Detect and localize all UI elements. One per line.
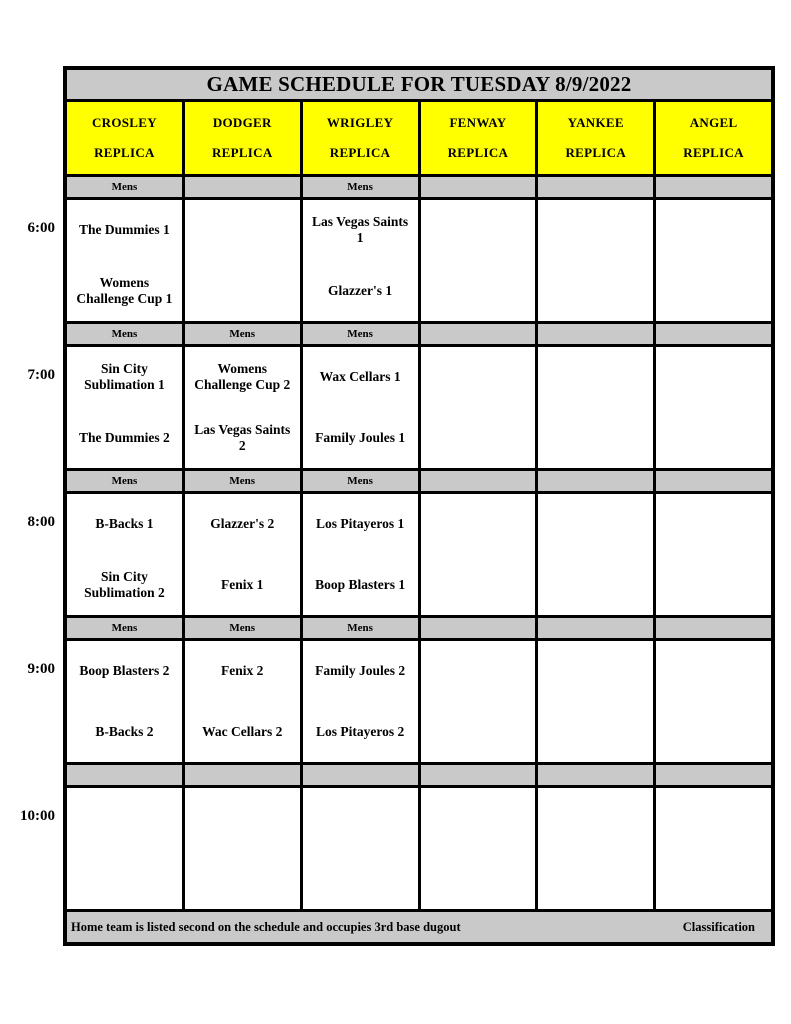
home-team bbox=[656, 849, 771, 910]
time-label: 9:00 bbox=[27, 661, 55, 677]
game-cell bbox=[421, 347, 536, 468]
schedule-table bbox=[63, 66, 775, 946]
game-cell bbox=[303, 788, 418, 909]
home-team: Boop Blasters 1 bbox=[315, 576, 406, 592]
away-team bbox=[538, 200, 653, 261]
division-strip bbox=[656, 471, 771, 491]
home-team bbox=[538, 702, 653, 763]
home-team: Glazzer's 1 bbox=[328, 282, 393, 298]
field-header-crosley bbox=[67, 102, 182, 174]
footer-bar bbox=[67, 912, 771, 942]
time-gutter bbox=[0, 66, 63, 946]
footer-note: Home team is listed second on the schedule and occupies 3rd base dugout bbox=[71, 919, 461, 934]
home-team bbox=[538, 555, 653, 616]
away-team: Glazzer's 2 bbox=[210, 516, 275, 532]
away-team bbox=[421, 641, 536, 702]
home-team bbox=[67, 849, 182, 910]
away-team: Wax Cellars 1 bbox=[319, 369, 401, 385]
division-strip bbox=[303, 765, 418, 785]
home-team: Womens Challenge Cup 1 bbox=[76, 274, 173, 306]
field-sub: REPLICA bbox=[94, 145, 155, 160]
division-strip: Mens bbox=[185, 471, 300, 491]
division-strip bbox=[185, 765, 300, 785]
home-team bbox=[421, 261, 536, 322]
away-team bbox=[421, 494, 536, 555]
game-cell bbox=[656, 788, 771, 909]
field-name: DODGER bbox=[212, 115, 272, 130]
game-cell bbox=[538, 200, 653, 321]
division-strip: Mens bbox=[67, 324, 182, 344]
division-strip bbox=[421, 471, 536, 491]
time-label: 7:00 bbox=[27, 367, 55, 383]
field-name: ANGEL bbox=[689, 115, 738, 130]
division-strip bbox=[421, 618, 536, 638]
home-team: Las Vegas Saints 2 bbox=[194, 421, 291, 453]
division-strip bbox=[67, 765, 182, 785]
game-cell bbox=[185, 641, 300, 762]
away-team bbox=[538, 347, 653, 408]
home-team bbox=[538, 408, 653, 469]
division-strip: Mens bbox=[303, 177, 418, 197]
field-header-yankee bbox=[538, 102, 653, 174]
game-cell bbox=[67, 494, 182, 615]
field-header-dodger bbox=[185, 102, 300, 174]
home-team: Sin City Sublimation 2 bbox=[84, 568, 165, 600]
game-cell bbox=[538, 347, 653, 468]
game-cell bbox=[185, 200, 300, 321]
away-team bbox=[303, 788, 418, 849]
home-team bbox=[303, 849, 418, 910]
away-team bbox=[656, 641, 771, 702]
field-name: YANKEE bbox=[567, 115, 624, 130]
division-strip: Mens bbox=[67, 618, 182, 638]
time-label: 8:00 bbox=[27, 514, 55, 530]
away-team: Las Vegas Saints 1 bbox=[312, 214, 409, 246]
division-strip bbox=[421, 177, 536, 197]
division-strip bbox=[656, 618, 771, 638]
classification-label: Classification bbox=[682, 919, 755, 934]
field-name: FENWAY bbox=[449, 115, 507, 130]
division-strip bbox=[185, 177, 300, 197]
home-team: Family Joules 1 bbox=[315, 429, 406, 445]
away-team: Los Pitayeros 1 bbox=[315, 516, 405, 532]
field-sub: REPLICA bbox=[683, 145, 744, 160]
field-sub: REPLICA bbox=[329, 145, 391, 160]
away-team bbox=[656, 788, 771, 849]
game-cell bbox=[538, 788, 653, 909]
division-strip bbox=[656, 324, 771, 344]
game-cell bbox=[538, 641, 653, 762]
home-team bbox=[421, 555, 536, 616]
away-team: B-Backs 1 bbox=[95, 516, 154, 532]
away-team bbox=[656, 347, 771, 408]
game-cell bbox=[656, 347, 771, 468]
division-strip bbox=[538, 177, 653, 197]
division-strip bbox=[421, 765, 536, 785]
away-team bbox=[538, 641, 653, 702]
home-team: B-Backs 2 bbox=[95, 723, 154, 739]
away-team: Fenix 2 bbox=[221, 663, 264, 679]
division-strip: Mens bbox=[303, 324, 418, 344]
away-team bbox=[538, 788, 653, 849]
home-team bbox=[538, 261, 653, 322]
home-team bbox=[185, 261, 300, 322]
field-header-angel bbox=[656, 102, 771, 174]
game-cell bbox=[185, 347, 300, 468]
home-team bbox=[656, 702, 771, 763]
division-strip: Mens bbox=[303, 471, 418, 491]
home-team: Fenix 1 bbox=[221, 576, 264, 592]
field-header-fenway bbox=[421, 102, 536, 174]
game-cell bbox=[656, 641, 771, 762]
game-cell bbox=[185, 788, 300, 909]
division-strip: Mens bbox=[303, 618, 418, 638]
field-name: WRIGLEY bbox=[326, 115, 394, 130]
away-team: The Dummies 1 bbox=[79, 222, 170, 238]
division-strip: Mens bbox=[185, 618, 300, 638]
division-strip bbox=[538, 618, 653, 638]
away-team bbox=[656, 494, 771, 555]
away-team bbox=[67, 788, 182, 849]
page-title: GAME SCHEDULE FOR TUESDAY 8/9/2022 bbox=[67, 70, 771, 99]
game-cell bbox=[421, 494, 536, 615]
away-team bbox=[421, 347, 536, 408]
game-cell bbox=[303, 200, 418, 321]
home-team: The Dummies 2 bbox=[79, 429, 170, 445]
division-strip bbox=[538, 765, 653, 785]
away-team bbox=[421, 200, 536, 261]
away-team: Womens Challenge Cup 2 bbox=[194, 361, 291, 393]
field-header-wrigley bbox=[303, 102, 418, 174]
game-cell bbox=[538, 494, 653, 615]
game-cell bbox=[303, 494, 418, 615]
home-team: Los Pitayeros 2 bbox=[315, 723, 405, 739]
division-strip bbox=[421, 324, 536, 344]
away-team bbox=[185, 788, 300, 849]
game-cell bbox=[67, 347, 182, 468]
time-label: 6:00 bbox=[27, 220, 55, 236]
game-cell bbox=[67, 200, 182, 321]
home-team bbox=[421, 702, 536, 763]
game-cell bbox=[421, 788, 536, 909]
game-cell bbox=[185, 494, 300, 615]
away-team bbox=[421, 788, 536, 849]
game-cell bbox=[421, 641, 536, 762]
division-strip bbox=[656, 765, 771, 785]
home-team: Wac Cellars 2 bbox=[202, 723, 283, 739]
away-team bbox=[185, 200, 300, 261]
away-team bbox=[656, 200, 771, 261]
division-strip: Mens bbox=[185, 324, 300, 344]
home-team bbox=[185, 849, 300, 910]
division-strip bbox=[656, 177, 771, 197]
game-cell bbox=[67, 641, 182, 762]
division-strip: Mens bbox=[67, 177, 182, 197]
game-cell bbox=[656, 200, 771, 321]
game-cell bbox=[303, 347, 418, 468]
away-team: Boop Blasters 2 bbox=[79, 663, 170, 679]
field-sub: REPLICA bbox=[565, 145, 627, 160]
home-team bbox=[421, 849, 536, 910]
game-cell bbox=[67, 788, 182, 909]
division-strip bbox=[538, 471, 653, 491]
game-cell bbox=[656, 494, 771, 615]
home-team bbox=[656, 408, 771, 469]
home-team bbox=[421, 408, 536, 469]
division-strip bbox=[538, 324, 653, 344]
field-name: CROSLEY bbox=[91, 115, 157, 130]
home-team bbox=[656, 555, 771, 616]
home-team bbox=[538, 849, 653, 910]
field-sub: REPLICA bbox=[211, 145, 273, 160]
home-team bbox=[656, 261, 771, 322]
time-label: 10:00 bbox=[20, 808, 55, 824]
field-sub: REPLICA bbox=[447, 145, 509, 160]
game-cell bbox=[303, 641, 418, 762]
away-team: Sin City Sublimation 1 bbox=[84, 361, 165, 393]
game-cell bbox=[421, 200, 536, 321]
away-team: Family Joules 2 bbox=[315, 663, 406, 679]
division-strip: Mens bbox=[67, 471, 182, 491]
away-team bbox=[538, 494, 653, 555]
